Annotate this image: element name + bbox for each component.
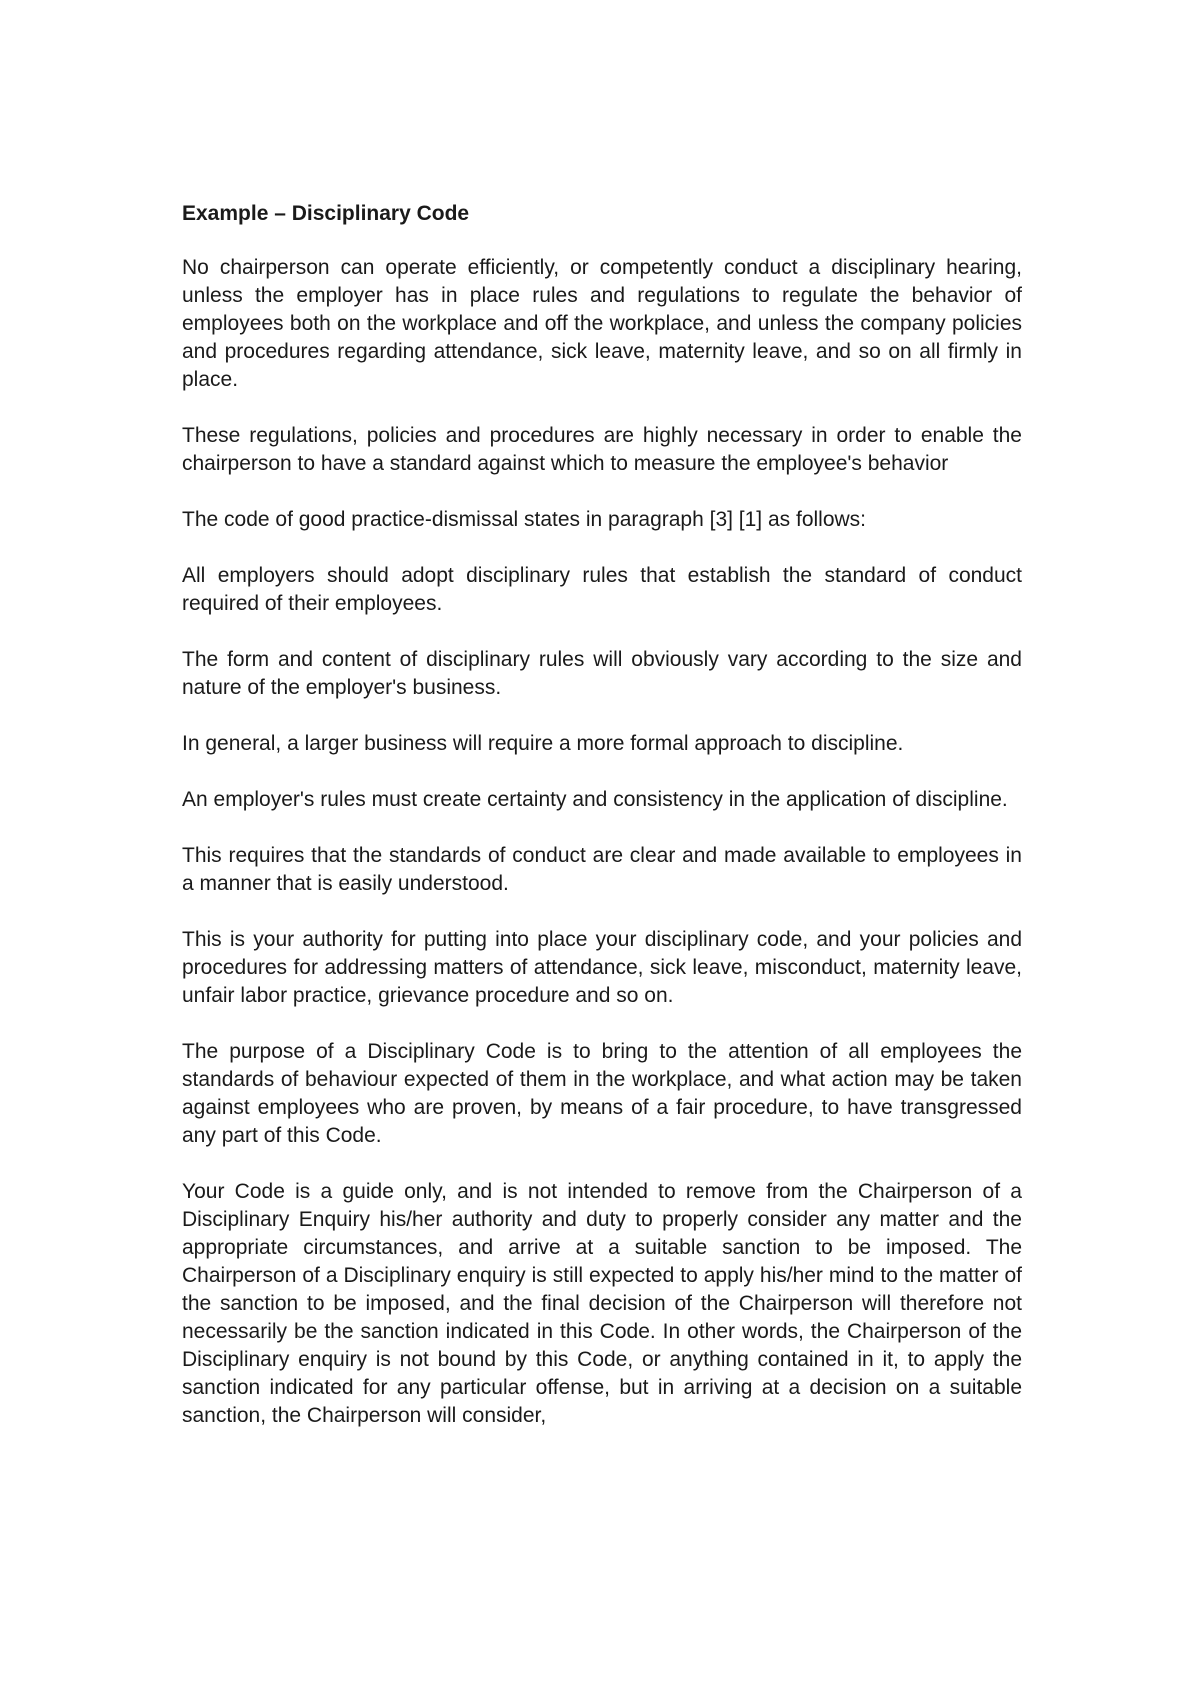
paragraph-chairperson-efficiency: No chairperson can operate efficiently, or competently conduct a disciplinary hearing, unless the employer has in place rules and regulations to regulate the behavior of employees both on the workplace and off the workplace, and unless the company policies and procedures regarding attendance, sick leave, maternity leave, and so on all firmly in place. <box>182 256 1022 391</box>
paragraph-purpose-of-code: The purpose of a Disciplinary Code is to bring to the attention of all employees the standards of behaviour expected of them in the workplace, and what action may be taken against employees who are proven, by means of a fair procedure, to have transgressed any part of this Code. <box>182 1040 1022 1147</box>
paragraph-larger-business: In general, a larger business will require a more formal approach to discipline. <box>182 732 904 755</box>
paragraph-adopt-disciplinary-rules: All employers should adopt disciplinary rules that establish the standard of conduct required of their employees. <box>182 564 1022 615</box>
paragraph-certainty-consistency: An employer's rules must create certainty and consistency in the application of discipline. <box>182 788 1008 811</box>
paragraph-code-is-guide: Your Code is a guide only, and is not intended to remove from the Chairperson of a Disciplinary Enquiry his/her authority and duty to properly consider any matter and the appropriate circumstances, and arrive at a suitable sanction to be imposed. The Chairperson of a Disciplinary enquiry is still expected to apply his/her mind to the matter of the sanction to be imposed, and the final decision of the Chairperson will therefore not necessarily be the sanction indicated in this Code. In other words, the Chairperson of the Disciplinary enquiry is not bound by this Code, or anything contained in it, to apply the sanction indicated for any particular offense, but in arriving at a decision on a suitable sanction, the Chairperson will consider, <box>182 1180 1022 1427</box>
document-title: Example – Disciplinary Code <box>182 202 470 225</box>
paragraph-standards-clear: This requires that the standards of conduct are clear and made available to employees in a manner that is easily understood. <box>182 844 1022 895</box>
paragraph-code-of-good-practice: The code of good practice-dismissal states in paragraph [3] [1] as follows: <box>182 508 867 531</box>
paragraph-your-authority: This is your authority for putting into place your disciplinary code, and your policies and procedures for addressing matters of attendance, sick leave, misconduct, maternity leave, unfair labor practice, grievance procedure and so on. <box>182 928 1022 1007</box>
document-body <box>182 200 1022 1430</box>
paragraph-form-and-content: The form and content of disciplinary rules will obviously vary according to the size and nature of the employer's business. <box>182 648 1022 699</box>
paragraph-regulations-necessary: These regulations, policies and procedures are highly necessary in order to enable the chairperson to have a standard against which to measure the employee's behavior <box>182 424 1022 475</box>
